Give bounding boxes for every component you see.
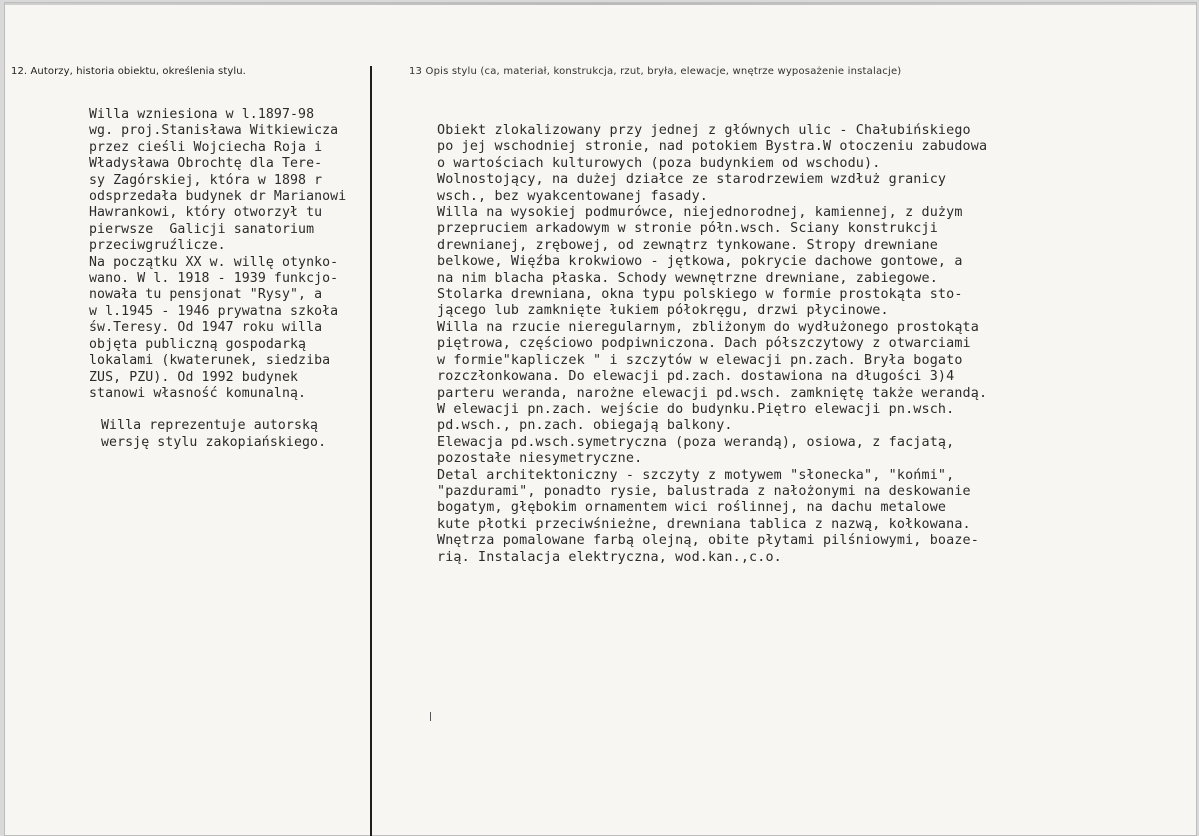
text-line: po jej wschodniej stronie, nad potokiem Bystra.W otoczeniu zabudowa: [437, 139, 988, 155]
text-line: pierwsze Galicji sanatorium: [89, 221, 315, 237]
text-line: W elewacji pn.zach. wejście do budynku.Piętro elewacji pn.wsch.: [437, 401, 955, 417]
text-line: nowała tu pensjonat "Rysy", a: [89, 287, 323, 303]
text-line: Willa reprezentuje autorską: [101, 418, 319, 434]
stray-mark: [430, 712, 431, 721]
text-line: sy Zagórskiej, która w 1898 r: [89, 172, 323, 188]
document-sheet: [4, 2, 1197, 836]
text-line: odsprzedała budynek dr Marianowi: [89, 189, 347, 205]
text-line: jącego lub zamknięte łukiem półokręgu, drzwi płycinowe.: [437, 303, 889, 319]
text-line: pd.wsch., pn.zach. obiegają balkony.: [437, 418, 733, 434]
text-line: stanowi własność komunalną.: [89, 385, 307, 401]
text-line: przepruciem arkadowym w stronie półn.wsch. Sciany konstrukcji: [437, 221, 938, 237]
text-line: objęta publiczną gospodarką: [89, 336, 307, 352]
text-line: o wartościach kulturowych (poza budynkiem od wschodu).: [437, 155, 881, 171]
text-line: Obiekt zlokalizowany przy jednej z głównych ulic - Chałubińskiego: [437, 123, 971, 138]
text-line: bogatym, głębokim ornamentem wici roślinnej, na dachu metalowe: [437, 500, 947, 516]
text-line: Willa wzniesiona w l.1897-98: [89, 107, 315, 122]
history-text-column: [89, 107, 449, 451]
text-line: Detal architektoniczny - szczyty z motywem "słonecka", "końmi",: [437, 467, 955, 483]
text-line: rią. Instalacja elektryczna, wod.kan.,c.o.: [437, 549, 782, 565]
text-line: Willa na rzucie nieregularnym, zbliżonym do wydłużonego prostokąta: [437, 319, 979, 335]
text-line: w formie"kapliczek " i szczytów w elewacji pn.zach. Bryła bogato: [437, 352, 963, 368]
text-line: parteru weranda, narożne elewacji pd.wsch. zamkniętę także werandą.: [437, 385, 988, 401]
section-12-heading: 12. Autorzy, historia obiektu, określenia stylu.: [11, 66, 246, 77]
text-line: ZUS, PZU). Od 1992 budynek: [89, 369, 299, 385]
text-line: Wnętrza pomalowane farbą olejną, obite płytami pilśniowymi, boaze-: [437, 533, 979, 549]
text-line: wsch., bez wyakcentowanej fasady.: [437, 188, 708, 204]
text-line: Elewacja pd.wsch.symetryczna (poza werandą), osiowa, z facjatą,: [437, 434, 955, 450]
text-line: drewnianej, zrębowej, od zewnątrz tynkowane. Stropy drewniane: [437, 237, 938, 253]
text-line: Stolarka drewniana, okna typu polskiego w formie prostokąta sto-: [437, 287, 963, 303]
text-line: w l.1945 - 1946 prywatna szkoła: [89, 303, 339, 319]
text-line: Willa na wysokiej podmurówce, niejednorodnej, kamiennej, z dużym: [437, 205, 963, 221]
text-line: przez cieśli Wojciecha Roja i: [89, 139, 323, 155]
text-line: pozostałe niesymetryczne.: [437, 451, 643, 467]
description-text-column: [437, 123, 1157, 566]
text-line: lokalami (kwaterunek, siedziba: [89, 353, 331, 369]
history-paragraph: [89, 107, 449, 402]
text-line: kute płotki przeciwśnieżne, drewniana tablica z nazwą, kołkowana.: [437, 516, 971, 532]
text-line: św.Teresy. Od 1947 roku willa: [89, 320, 323, 336]
text-line: rozczłonkowana. Do elewacji pd.zach. dostawiona na długości 3)4: [437, 369, 955, 385]
text-line: na nim blacha płaska. Schody wewnętrzne drewniane, zabiegowe.: [437, 270, 938, 286]
text-line: belkowe, Więźba krokwiowo - jętkowa, pokrycie dachowe gontowe, a: [437, 254, 963, 270]
text-line: wano. W l. 1918 - 1939 funkcjo-: [89, 271, 339, 287]
section-13-heading: 13 Opis stylu (ca, materiał, konstrukcja, rzut, bryła, elewacje, wnętrze wyposażenie instalacje): [409, 66, 902, 77]
text-line: piętrowa, częściowo podpiwniczona. Dach półszczytowy z otwarciami: [437, 336, 971, 352]
text-line: Wolnostojący, na dużej działce ze starodrzewiem wzdłuż granicy: [437, 172, 947, 188]
text-line: Władysława Obrochtę dla Tere-: [89, 156, 323, 172]
text-line: wersję stylu zakopiańskiego.: [101, 434, 327, 450]
text-line: "pazdurami", ponadto rysie, balustrada z nałożonymi na deskowanie: [437, 483, 971, 499]
text-line: wg. proj.Stanisława Witkiewicza: [89, 123, 339, 139]
text-line: Hawrankowi, który otworzył tu: [89, 205, 323, 221]
style-paragraph: [89, 418, 449, 451]
text-line: Na początku XX w. willę otynko-: [89, 254, 339, 270]
text-line: przeciwgruźlicze.: [89, 238, 226, 254]
